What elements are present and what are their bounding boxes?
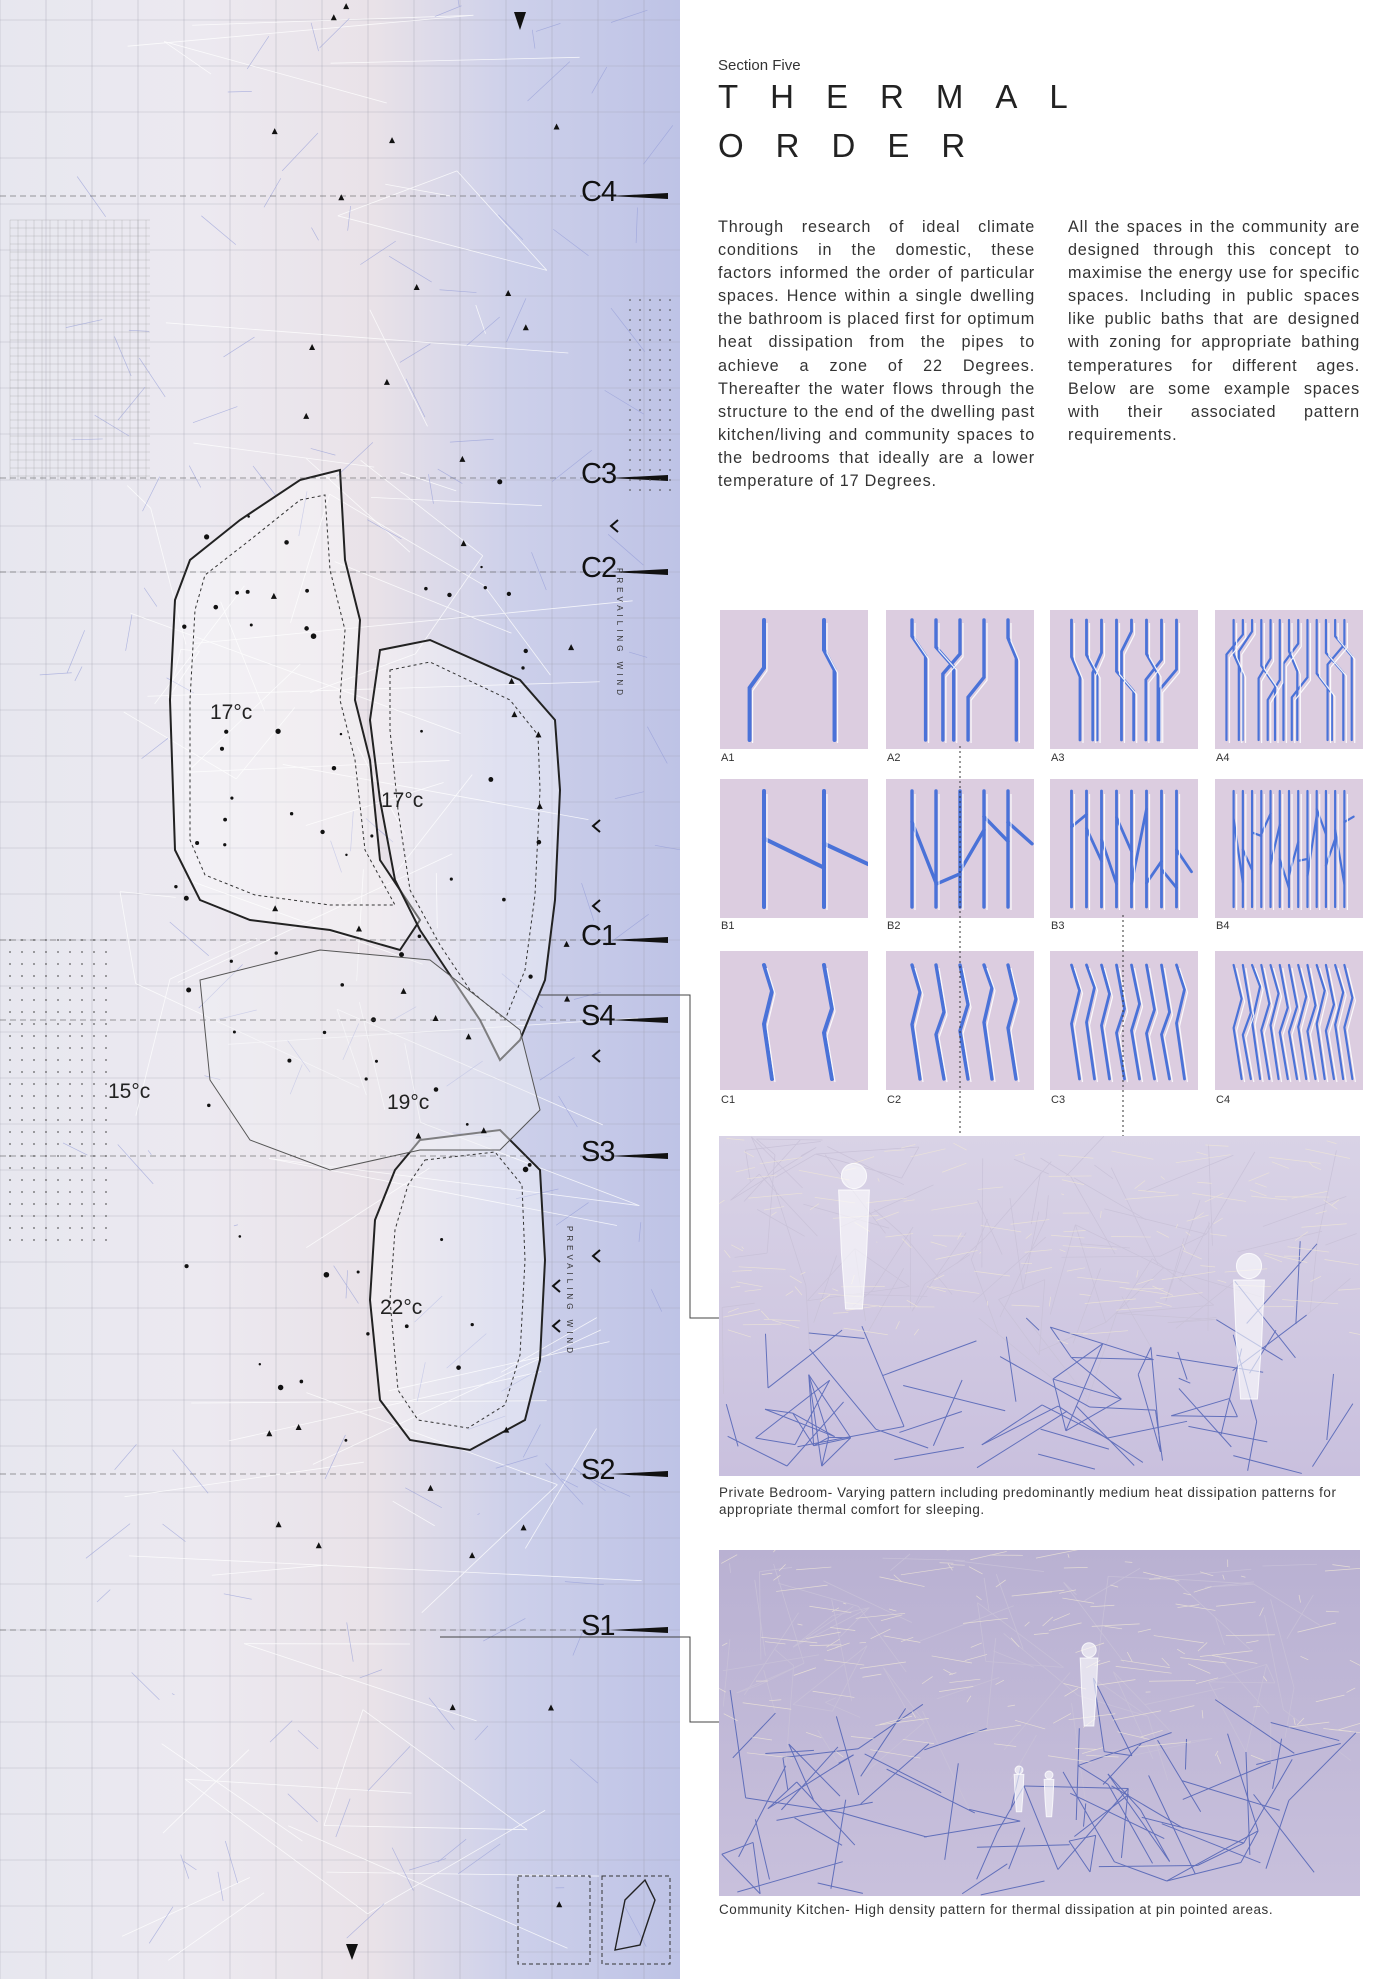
temp-label-bedroom-1: 17°c — [210, 701, 253, 724]
pattern-label-a3: A3 — [1051, 752, 1065, 764]
temp-label-bedroom-2: 17°c — [381, 789, 424, 812]
pattern-tile-a1 — [720, 610, 868, 749]
section-label-s1: S1 — [581, 1610, 615, 1642]
section-label-s4: S4 — [581, 1000, 615, 1032]
section-eyebrow: Section Five — [718, 57, 801, 74]
pattern-tile-c2 — [886, 951, 1034, 1090]
pattern-label-b1: B1 — [721, 920, 735, 932]
kitchen-caption: Community Kitchen- High density pattern for thermal dissipation at pin pointed areas. — [719, 1902, 1274, 1917]
title-line-2: ORDER — [718, 127, 998, 164]
pattern-tile-b3 — [1050, 779, 1198, 918]
bedroom-caption: Private Bedroom- Varying pattern including predominantly medium heat dissipation patterns for appropriate thermal comfort for sleeping. — [719, 1485, 1337, 1517]
pattern-tile-b1 — [720, 779, 868, 918]
title-line-1: THERMAL — [718, 78, 1100, 115]
section-label-c1: C1 — [581, 920, 617, 952]
temp-label-bathroom: 22°c — [380, 1296, 423, 1319]
section-label-c3: C3 — [581, 458, 617, 490]
pattern-label-a4: A4 — [1216, 752, 1230, 764]
pattern-tile-c3 — [1050, 951, 1198, 1090]
pattern-label-c1: C1 — [721, 1094, 736, 1106]
section-label-c2: C2 — [581, 552, 617, 584]
pattern-label-c4: C4 — [1216, 1094, 1231, 1106]
body-column-1: Through research of ideal climate conditions in the domestic, these factors informed the order of particular spaces. Hence within a single dwelling the bathroom is placed first for optimum heat dissipation from the pipes to achieve a zone of 22 Degrees. Thereafter the water flows through the structure to the end of the dwelling past kitchen/living and community spaces to the bedrooms that ideally are a lower temperature of 17 Degrees. — [718, 218, 1035, 491]
section-label-s2: S2 — [581, 1454, 615, 1486]
pattern-tile-b4 — [1215, 779, 1363, 918]
temp-label-living: 19°c — [387, 1091, 430, 1114]
wind-label-lower: PREVAILING WIND — [565, 1226, 574, 1357]
pattern-label-a1: A1 — [721, 752, 735, 764]
pattern-label-a2: A2 — [887, 752, 901, 764]
plan-linework — [0, 0, 680, 1979]
temp-label-exterior: 15°c — [108, 1080, 151, 1103]
bedroom-render — [719, 1136, 1360, 1476]
pattern-label-b2: B2 — [887, 920, 901, 932]
pattern-tile-a4 — [1215, 610, 1363, 749]
pattern-tile-c4 — [1215, 951, 1363, 1090]
pattern-tile-c1 — [720, 951, 868, 1090]
pattern-label-b4: B4 — [1216, 920, 1230, 932]
pattern-label-b3: B3 — [1051, 920, 1065, 932]
wind-label-upper: PREVAILING WIND — [615, 568, 624, 699]
plan-drawing — [0, 0, 680, 1979]
section-label-c4: C4 — [581, 176, 617, 208]
pattern-tile-a2 — [886, 610, 1034, 749]
section-label-s3: S3 — [581, 1136, 615, 1168]
body-column-2: All the spaces in the community are designed through this concept to maximise the energy use for specific spaces. Including in public spaces like public baths that are designed with zoning for appropriate bathing temperatures for different ages. Below are some example spaces with their associated pattern requirements. — [1068, 218, 1360, 444]
pattern-label-c3: C3 — [1051, 1094, 1066, 1106]
kitchen-render — [719, 1550, 1360, 1896]
pattern-tile-a3 — [1050, 610, 1198, 749]
pattern-tile-b2 — [886, 779, 1034, 918]
pattern-label-c2: C2 — [887, 1094, 902, 1106]
